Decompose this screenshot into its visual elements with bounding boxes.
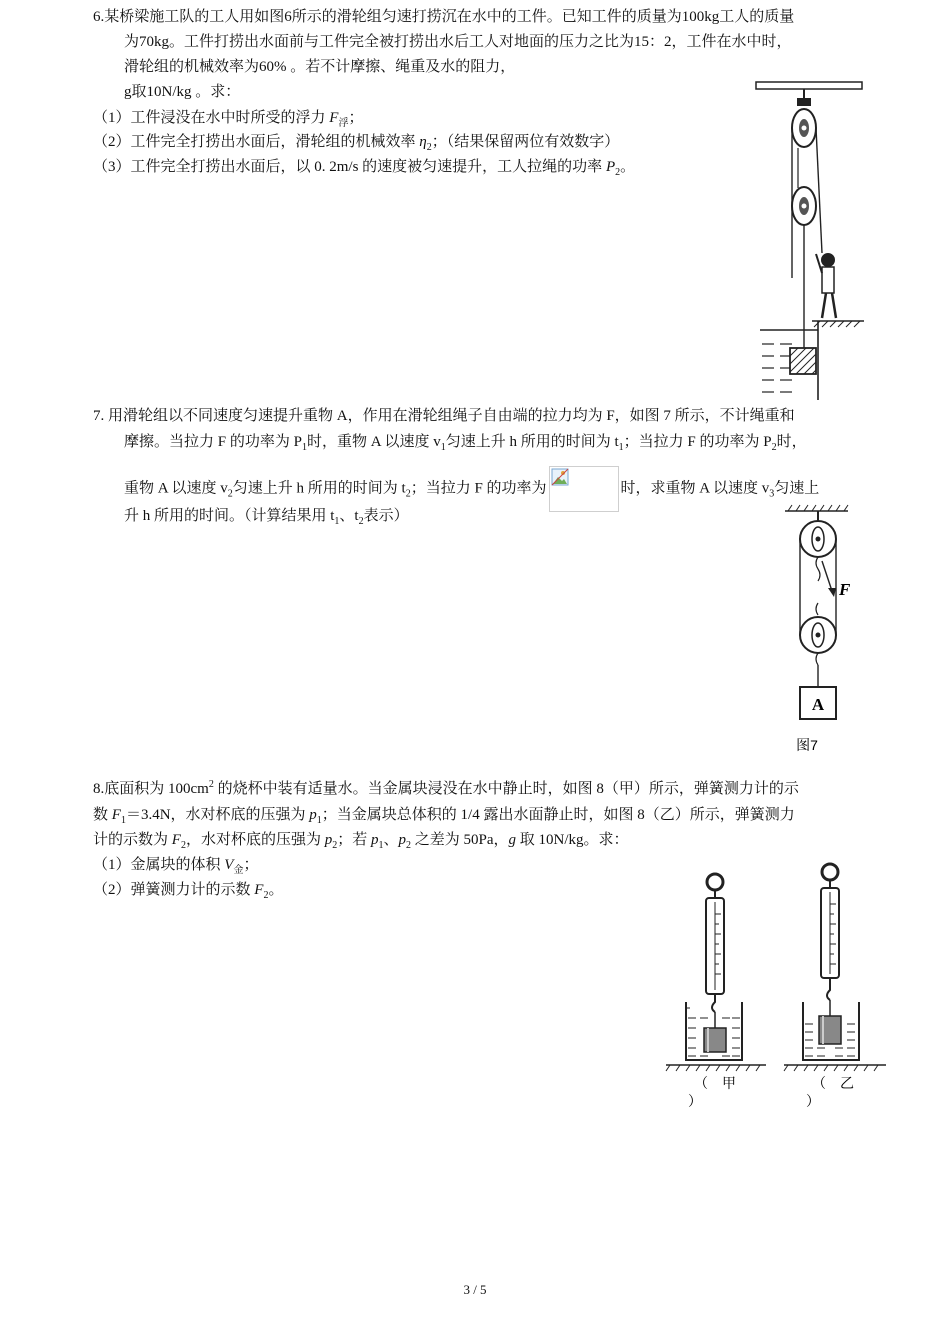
q8-line-2: 数 $F_1=3.4N$，水对杯底的压强为 $p_1$；当金属块总体积的 1/4 露出水面静止时，如图 8（乙）所示，弹簧测力	[93, 807, 795, 826]
q6-subq-1: （1）工件浸没在水中时所受的浮力 $F_浮$；	[93, 110, 364, 129]
figure-7-caption: 图7	[796, 737, 818, 753]
q8-subq-2: （2）弹簧测力计的示数 $F_2$。	[93, 882, 284, 901]
q8-subq-1: （1）金属块的体积 $V_金$；	[93, 857, 259, 876]
q8-line-3: 计的示数为 $F_2$，水对杯底的压强为 $p_2$；若 $p_1$、$p_2$ 之差为 50Pa，g 取 10N/kg。求：	[93, 832, 629, 851]
caption-yi-line-1: （ 乙	[812, 1077, 854, 1092]
q6-line-2: 为70kg。工件打捞出水面前与工件完全被打捞出水后工人对地面的压力之比为15：2，工件在水中时，	[124, 34, 792, 50]
q7-line-4: 升 h 所用的时间。（计算结果用 $t_1$、$t_2$表示）	[124, 508, 409, 527]
figure-7-pulley-system	[780, 503, 870, 759]
q6-subq-2: （2）工件完全打捞出水面后，滑轮组的机械效率 $\eta_2$；（结果保留两位有效数字）	[93, 134, 620, 153]
caption-yi-line-2: ）	[806, 1095, 820, 1110]
figure-8-spring-scales	[660, 862, 892, 1112]
q6-line-1: 6.某桥梁施工队的工人用如图6所示的滑轮组匀速打捞沉在水中的工件。已知工件的质量为100kg工人的质量	[93, 9, 795, 25]
figure-8-yi	[784, 864, 886, 1110]
worker-figure	[816, 253, 836, 318]
q7-line-3: 重物 A 以速度 $v_2$匀速上升 h 所用的时间为 $t_2$；当拉力 F 的功率为 时，求重物 A 以速度 $v_3$匀速上	[124, 466, 819, 512]
broken-image-icon	[551, 468, 569, 486]
q6-subq-3: （3）工件完全打捞出水面后，以 0. 2m/s 的速度被匀速提升，工人拉绳的功率 $P_2$。	[93, 159, 636, 178]
caption-jia-line-1: （ 甲	[694, 1077, 736, 1092]
broken-image-placeholder	[549, 466, 619, 512]
page-number: 3 / 5	[463, 1282, 487, 1297]
q7-line-1: 7. 用滑轮组以不同速度匀速提升重物 A，作用在滑轮组绳子自由端的拉力均为 F，如图 7 所示，不计绳重和	[93, 408, 795, 424]
q6-line-3: 滑轮组的机械效率为60% 。若不计摩擦、绳重及水的阻力，	[124, 59, 516, 75]
q8-line-1: 8.底面积为 $100cm^2$ 的烧杯中装有适量水。当金属块浸没在水中静止时，如图 8（甲）所示，弹簧测力计的示	[93, 779, 799, 797]
figure-8-jia	[666, 874, 766, 1110]
caption-jia-line-2: ）	[688, 1095, 702, 1110]
q6-line-4: g取10N/kg 。求：	[124, 84, 241, 100]
q7-line-2: 摩擦。当拉力 F 的功率为 $P_1$时，重物 A 以速度 $v_1$匀速上升 h 所用的时间为 $t_1$；当拉力 F 的功率为 $P_2$时，	[124, 434, 807, 453]
block-a-label: A	[811, 695, 825, 714]
figure-6-pulley-worker	[750, 78, 870, 404]
force-label-f: F	[839, 580, 851, 599]
